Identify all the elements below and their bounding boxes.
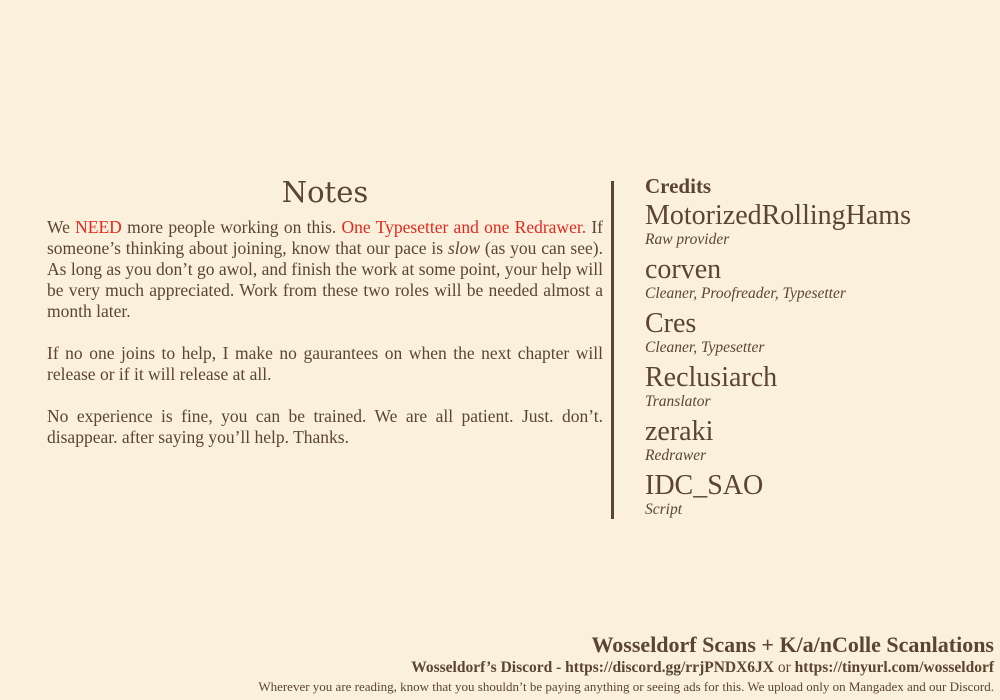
notes-text: more people working on this. [121,217,342,237]
credit-entry [645,309,995,357]
footer-note: Wherever you are reading, know that you shouldn’t be paying anything or seeing ads for this. We upload only on Mangadex and our Discord. [258,679,994,694]
notes-highlight-need: NEED [75,217,122,237]
notes-title: Notes [281,175,369,209]
notes-highlight-roles: One Typesetter and one Redrawer. [341,217,587,237]
footer-title: Wosseldorf Scans + K/a/nColle Scanlations [591,632,994,657]
footer-or: or [773,659,795,676]
credit-entry [645,255,995,303]
footer-links [258,658,994,678]
credit-role: Translator [645,393,711,410]
tinyurl-link[interactable]: https://tinyurl.com/wosseldorf [794,659,994,676]
credit-role: Cleaner, Typesetter [645,339,765,356]
credit-name: IDC_SAO [645,470,764,501]
notes-paragraph-2: If no one joins to help, I make no gaurantees on when the next chapter will release or if it will release at all. [47,343,603,384]
credits-section [645,174,995,525]
credit-role: Redrawer [645,447,707,464]
credit-name: Reclusiarch [645,362,778,393]
notes-paragraph-1 [47,217,603,322]
credit-entry [645,363,995,411]
notes-paragraph-3: No experience is fine, you can be trained. We are all patient. Just. don’t. disappear. after saying you’ll help. Thanks. [47,406,603,447]
notes-section [47,175,603,469]
credit-entry [645,471,995,519]
credit-name: corven [645,254,722,285]
credit-role: Raw provider [645,231,730,248]
footer [258,632,994,696]
credit-name: zeraki [645,416,714,447]
credit-name: Cres [645,308,697,339]
credit-entry [645,417,995,465]
credit-role: Script [645,501,683,518]
notes-text: We [47,217,76,237]
section-divider [611,181,614,519]
notes-text: (as you can see). As long as you don’t go awol, and finish the work at some point, your help will be very much appreciated. Work from these two roles will be needed almost a month later. [47,238,603,321]
notes-text: If someone’s thinking about joining, know that our pace is [47,217,604,258]
notes-emphasis-slow: slow [447,238,481,258]
credits-title: Credits [645,174,712,198]
credit-name: MotorizedRollingHams [645,200,911,231]
credit-role: Cleaner, Proofreader, Typesetter [645,285,846,302]
credit-entry [645,201,995,249]
discord-link[interactable]: Wosseldorf’s Discord - https://discord.gg/rrjPNDX6JX [411,659,774,676]
